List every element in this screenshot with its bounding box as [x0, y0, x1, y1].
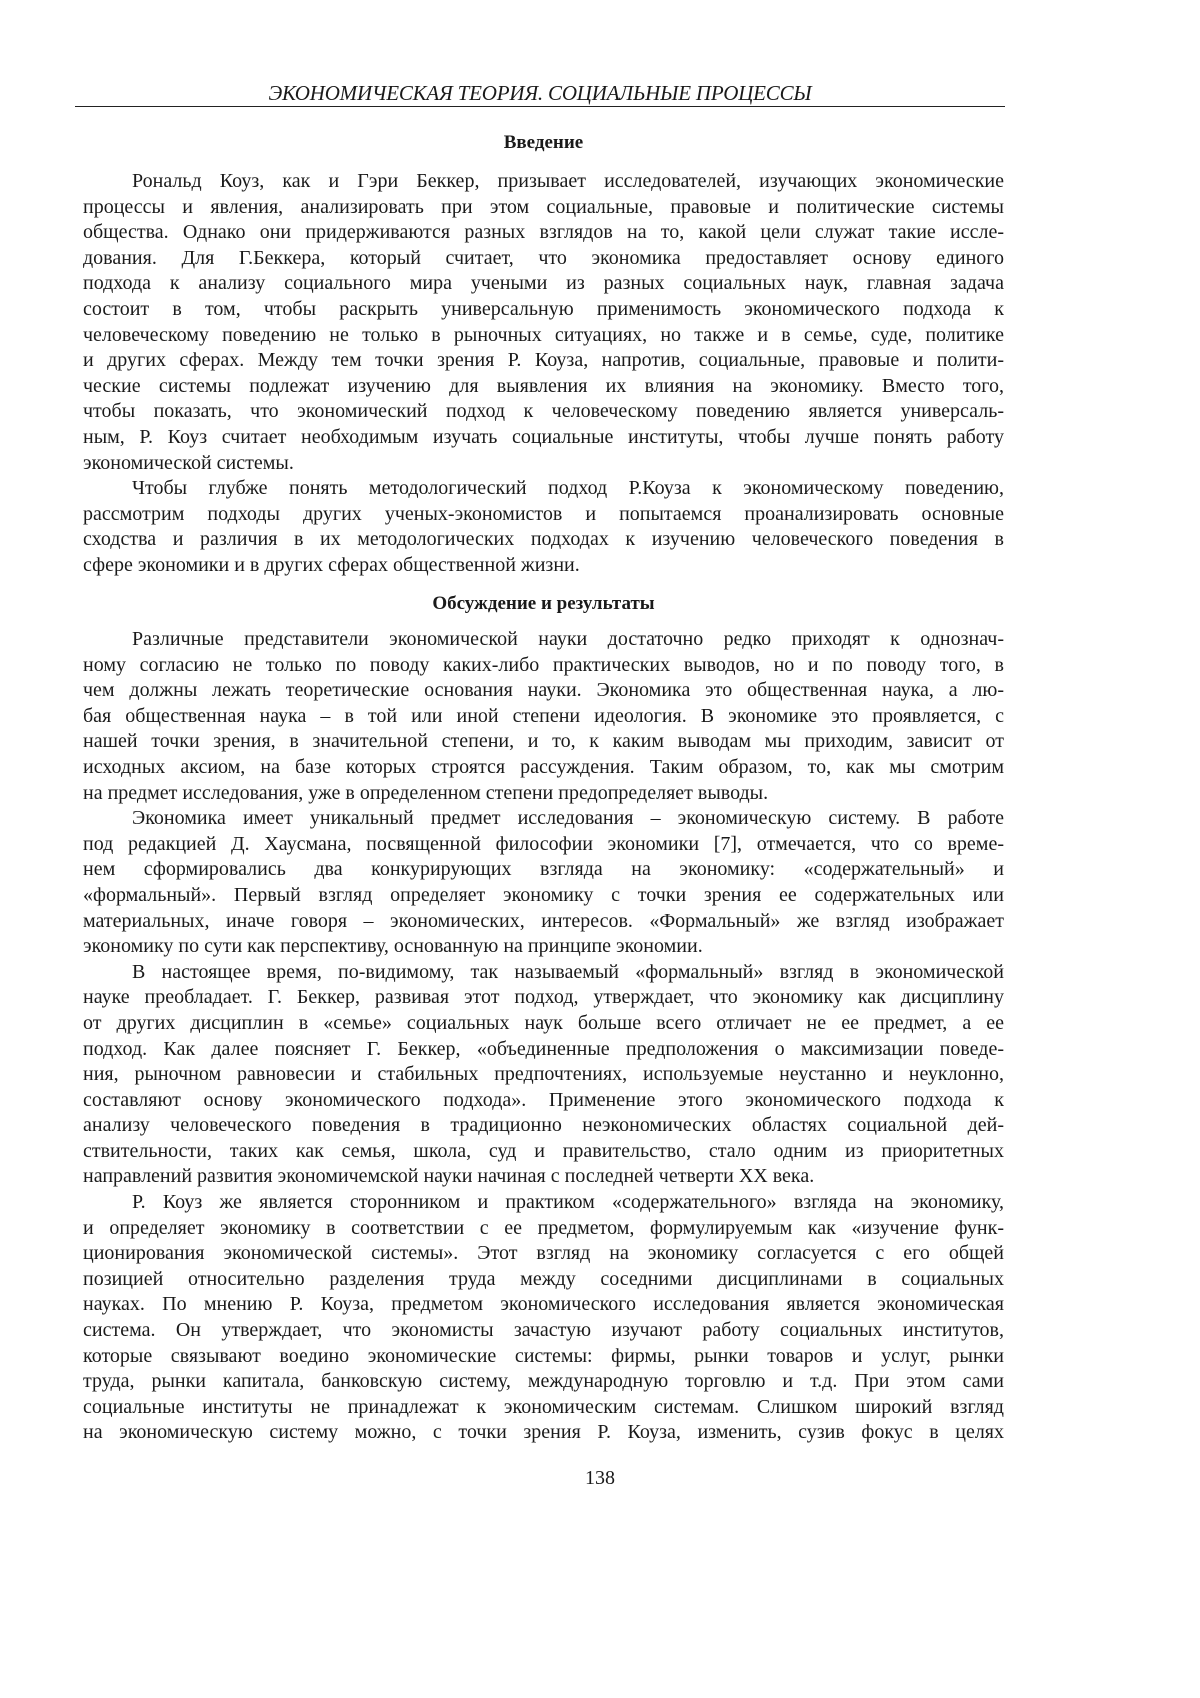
text-line: человеческому поведению не только в рыночных ситуациях, но также и в семье, суде, политике [83, 323, 1004, 346]
text-line: чем должны лежать теоретические основания науки. Экономика это общественная наука, а лю- [83, 679, 1004, 702]
text-line: Рональд Коуз, как и Гэри Беккер, призывает исследователей, изучающих экономические [132, 170, 1004, 192]
paragraph [83, 960, 1004, 1190]
text-line: на предмет исследования, уже в определенном степени предопределяет выводы. [83, 781, 769, 804]
text-line: дования. Для Г.Беккера, который считает, что экономика предоставляет основу единого [83, 246, 1004, 269]
text-line: ному согласию не только по поводу каких-либо практических выводов, но и по поводу того, в [83, 653, 1004, 676]
text-line: общества. Однако они придерживаются разных взглядов на то, какой цели служат такие иссле- [83, 221, 1004, 244]
text-line: материальных, иначе говоря – экономических, интересов. «Формальный» же взгляд изображает [83, 909, 1004, 932]
header-rule [75, 106, 1005, 107]
text-line: нашей точки зрения, в значительной степени, и то, к каким выводам мы приходим, зависит от [83, 730, 1004, 753]
page-number: 138 [585, 1467, 615, 1489]
text-line: социальные институты не принадлежат к экономическим системам. Слишком широкий взгляд [83, 1395, 1004, 1418]
text-line: анализу человеческого поведения в традиционно неэкономических областях социальной дей- [83, 1114, 1004, 1137]
text-line: ческие системы подлежат изучению для выявления их влияния на экономику. Вместо того, [83, 374, 1004, 397]
paragraph [83, 627, 1004, 806]
running-head: ЭКОНОМИЧЕСКАЯ ТЕОРИЯ. СОЦИАЛЬНЫЕ ПРОЦЕССЫ [268, 81, 812, 105]
text-line: нем сформировались два конкурирующих взгляда на экономику: «содержательный» и [83, 858, 1004, 881]
text-line: процессы и явления, анализировать при этом социальные, правовые и политические системы [83, 195, 1004, 218]
section-body-discussion [83, 627, 1004, 1446]
paragraph [83, 169, 1004, 476]
text-line: Р. Коуз же является сторонником и практиком «содержательного» взгляда на экономику, [132, 1191, 1004, 1214]
text-line: позицией относительно разделения труда между соседними дисциплинами в социальных [83, 1267, 1004, 1290]
text-line: Различные представители экономической науки достаточно редко приходят к однознач- [132, 628, 1004, 650]
text-line: подхода к анализу социального мира учеными из разных социальных наук, главная задача [83, 272, 1004, 295]
text-line: исходных аксиом, на базе которых строятся рассуждения. Таким образом, то, как мы смотрим [83, 755, 1004, 778]
text-line: подход. Как далее поясняет Г. Беккер, «объединенные предположения о максимизации поведе- [83, 1037, 1004, 1060]
text-line: от других дисциплин в «семье» социальных наук больше всего отличает не ее предмет, а ее [83, 1011, 1004, 1034]
text-line: экономической системы. [83, 451, 294, 474]
text-line: составляют основу экономического подхода». Применение этого экономического подхода к [83, 1088, 1004, 1111]
paragraph [83, 476, 1004, 578]
text-line: ным, Р. Коуз считает необходимым изучать социальные институты, чтобы лучше понять работу [83, 425, 1004, 448]
text-line: чтобы показать, что экономический подход к человеческому поведению является универсаль- [83, 400, 1004, 423]
text-line: под редакцией Д. Хаусмана, посвященной философии экономики [7], отмечается, что со време- [83, 832, 1004, 855]
text-line: Экономика имеет уникальный предмет исследования – экономическую систему. В работе [132, 807, 1004, 830]
text-line: ционирования экономической системы». Этот взгляд на экономику согласуется с его общей [83, 1242, 1004, 1265]
section-heading-discussion: Обсуждение и результаты [432, 593, 655, 614]
text-line: и определяет экономику в соответствии с ее предметом, формулируемым как «изучение функ- [83, 1216, 1004, 1239]
text-line: труда, рынки капитала, банковскую систему, международную торговлю и т.д. При этом сами [83, 1370, 1004, 1393]
section-heading-introduction: Введение [503, 132, 584, 153]
section-body-introduction [83, 169, 1004, 579]
text-line: состоит в том, чтобы раскрыть универсальную применимость экономического подхода к [83, 297, 1004, 320]
text-line: на экономическую систему можно, с точки зрения Р. Коуза, изменить, сузив фокус в целях [83, 1421, 1004, 1444]
text-line: которые связывают воедино экономические системы: фирмы, рынки товаров и услуг, рынки [83, 1344, 1004, 1367]
text-line: система. Он утверждает, что экономисты зачастую изучают работу социальных институтов, [83, 1319, 1004, 1342]
text-line: Чтобы глубже понять методологический подход Р.Коуза к экономическому поведению, [132, 477, 1004, 500]
text-line: сходства и различия в их методологических подходах к изучению человеческого поведения в [83, 528, 1004, 551]
text-line: «формальный». Первый взгляд определяет экономику с точки зрения ее содержательных или [83, 883, 1004, 906]
text-line: науках. По мнению Р. Коуза, предметом экономического исследования является экономическая [83, 1293, 1004, 1316]
text-line: ствительности, таких как семья, школа, суд и правительство, стало одним из приоритетных [83, 1139, 1004, 1162]
text-line: рассмотрим подходы других ученых-экономистов и попытаемся проанализировать основные [83, 502, 1004, 525]
paragraph [83, 1190, 1004, 1446]
text-line: ния, рыночном равновесии и стабильных предпочтениях, используемые неустанно и неуклонно, [83, 1063, 1004, 1086]
text-line: экономику по сути как перспективу, основанную на принципе экономии. [83, 935, 703, 958]
text-line: науке преобладает. Г. Беккер, развивая этот подход, утверждает, что экономику как дисциплину [83, 986, 1004, 1009]
text-line: В настоящее время, по-видимому, так называемый «формальный» взгляд в экономической [132, 960, 1004, 983]
text-line: и других сферах. Между тем точки зрения Р. Коуза, напротив, социальные, правовые и полити- [83, 349, 1004, 372]
paragraph [83, 806, 1004, 960]
text-line: сфере экономики и в других сферах общественной жизни. [83, 553, 580, 576]
text-line: бая общественная наука – в той или иной степени идеология. В экономике это проявляется, с [83, 704, 1004, 727]
text-line: направлений развития экономичемской науки начиная с последней четверти XX века. [83, 1165, 815, 1188]
